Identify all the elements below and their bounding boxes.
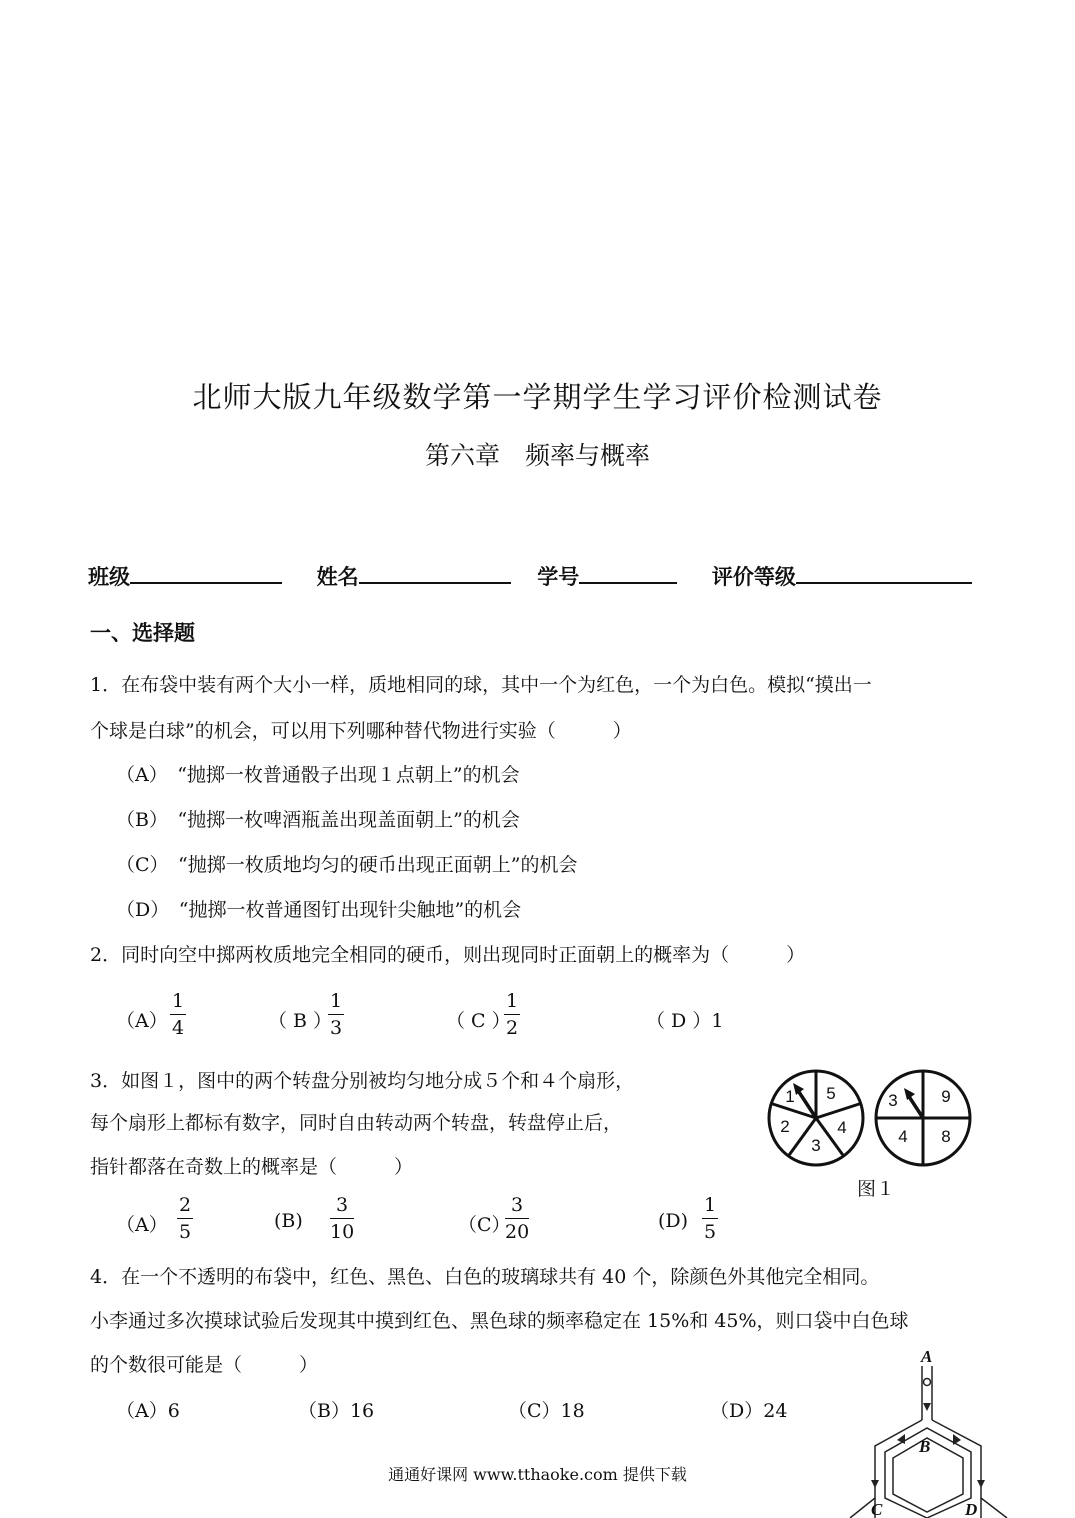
maze-label-b: B bbox=[919, 1437, 931, 1456]
q3-line3: 指针都落在奇数上的概率是（ ） bbox=[90, 1156, 414, 1178]
student-id-label: 学号 bbox=[537, 565, 580, 589]
q1-option-c: （C） “抛掷一枚质地均匀的硬币出现正面朝上”的机会 bbox=[116, 854, 578, 876]
q3-label-b: (B) bbox=[274, 1210, 303, 1232]
spinner-four-sectors bbox=[876, 1071, 970, 1165]
q4-line2: 小李通过多次摸球试验后发现其中摸到红色、黑色球的频率稳定在 15%和 45%，则口袋中白色球 bbox=[90, 1310, 909, 1332]
spinner2-num-3: 3 bbox=[888, 1091, 898, 1110]
spinner1-num-1: 1 bbox=[785, 1087, 795, 1106]
q1-line1: 1．在布袋中装有两个大小一样，质地相同的球，其中一个为红色，一个为白色。模拟“摸出一 bbox=[90, 674, 872, 696]
q2-fraction-b: $\frac{1}{3}$ bbox=[330, 990, 343, 1039]
q1-line2: 个球是白球”的机会，可以用下列哪种替代物进行实验（ ） bbox=[90, 720, 632, 742]
class-label: 班级 bbox=[88, 565, 130, 589]
q3-label-a: （A） bbox=[116, 1214, 168, 1236]
spinner-figure bbox=[760, 1062, 980, 1172]
q3-fraction-a: $\frac{2}{5}$ bbox=[179, 1194, 192, 1243]
student-info-fields bbox=[88, 558, 972, 591]
q2-fraction-c: $\frac{1}{2}$ bbox=[506, 990, 519, 1039]
q3-line2: 每个扇形上都标有数字，同时自由转动两个转盘，转盘停止后， bbox=[90, 1112, 623, 1134]
q3-fraction-d: $\frac{1}{5}$ bbox=[704, 1194, 717, 1243]
name-label: 姓名 bbox=[316, 565, 359, 589]
spinner1-num-5: 5 bbox=[826, 1084, 836, 1103]
student-id-blank[interactable] bbox=[579, 558, 677, 584]
section-heading: 一、选择题 bbox=[90, 621, 195, 645]
q3-label-d: (D) bbox=[658, 1210, 689, 1232]
q1-option-d: （D） “抛掷一枚普通图钉出现针尖触地”的机会 bbox=[116, 899, 522, 921]
maze-label-d: D bbox=[965, 1500, 978, 1518]
q1-option-a: （A） “抛掷一枚普通骰子出现１点朝上”的机会 bbox=[116, 764, 520, 786]
q4-option-c: （C）18 bbox=[508, 1400, 585, 1422]
maze-label-a: A bbox=[921, 1348, 933, 1366]
page-title: 北师大版九年级数学第一学期学生学习评价检测试卷 bbox=[192, 380, 883, 414]
q3-label-c: （C） bbox=[458, 1214, 511, 1236]
q4-option-b: （B）16 bbox=[298, 1400, 375, 1422]
spinner1-num-2: 2 bbox=[780, 1117, 790, 1136]
q4-option-d: （D）24 bbox=[710, 1400, 788, 1422]
maze-label-c: C bbox=[871, 1500, 883, 1518]
q2-label-c: （ C ） bbox=[446, 1010, 511, 1032]
pipe-maze-figure bbox=[835, 1348, 1075, 1518]
grade-label: 评价等级 bbox=[711, 565, 796, 589]
q4-option-a: （A）6 bbox=[116, 1400, 180, 1422]
q4-line1: 4．在一个不透明的布袋中，红色、黑色、白色的玻璃球共有 40 个，除颜色外其他完全相同。 bbox=[90, 1266, 880, 1288]
grade-blank[interactable] bbox=[796, 558, 972, 584]
q2-option-d: （ D ）1 bbox=[646, 1010, 724, 1032]
chapter-subtitle: 第六章 频率与概率 bbox=[424, 441, 650, 470]
figure-1-caption: 图１ bbox=[857, 1178, 896, 1200]
q1-option-b: （B） “抛掷一枚啤酒瓶盖出现盖面朝上”的机会 bbox=[116, 809, 520, 831]
q2-label-b: （ B ） bbox=[268, 1010, 333, 1032]
spinner2-num-8: 8 bbox=[941, 1127, 951, 1146]
spinner1-num-4: 4 bbox=[837, 1118, 847, 1137]
footer-credit: 通通好课网 www.tthaoke.com 提供下载 bbox=[388, 1465, 687, 1484]
name-blank[interactable] bbox=[359, 558, 511, 584]
q3-line1: 3．如图１，图中的两个转盘分别被均匀地分成５个和４个扇形， bbox=[90, 1070, 635, 1092]
spinner2-num-9: 9 bbox=[941, 1087, 951, 1106]
spinner1-num-3: 3 bbox=[811, 1136, 821, 1155]
q2-fraction-a: $\frac{1}{4}$ bbox=[172, 990, 185, 1039]
class-blank[interactable] bbox=[130, 558, 282, 584]
q4-line3: 的个数很可能是（ ） bbox=[90, 1354, 319, 1376]
q3-fraction-b: $\frac{3}{10}$ bbox=[330, 1194, 355, 1243]
q2-text: 2．同时向空中掷两枚质地完全相同的硬币，则出现同时正面朝上的概率为（ ） bbox=[90, 944, 806, 966]
spinner2-num-4: 4 bbox=[898, 1127, 908, 1146]
q3-fraction-c: $\frac{3}{20}$ bbox=[505, 1194, 530, 1243]
q2-label-a: （A） bbox=[116, 1010, 168, 1032]
